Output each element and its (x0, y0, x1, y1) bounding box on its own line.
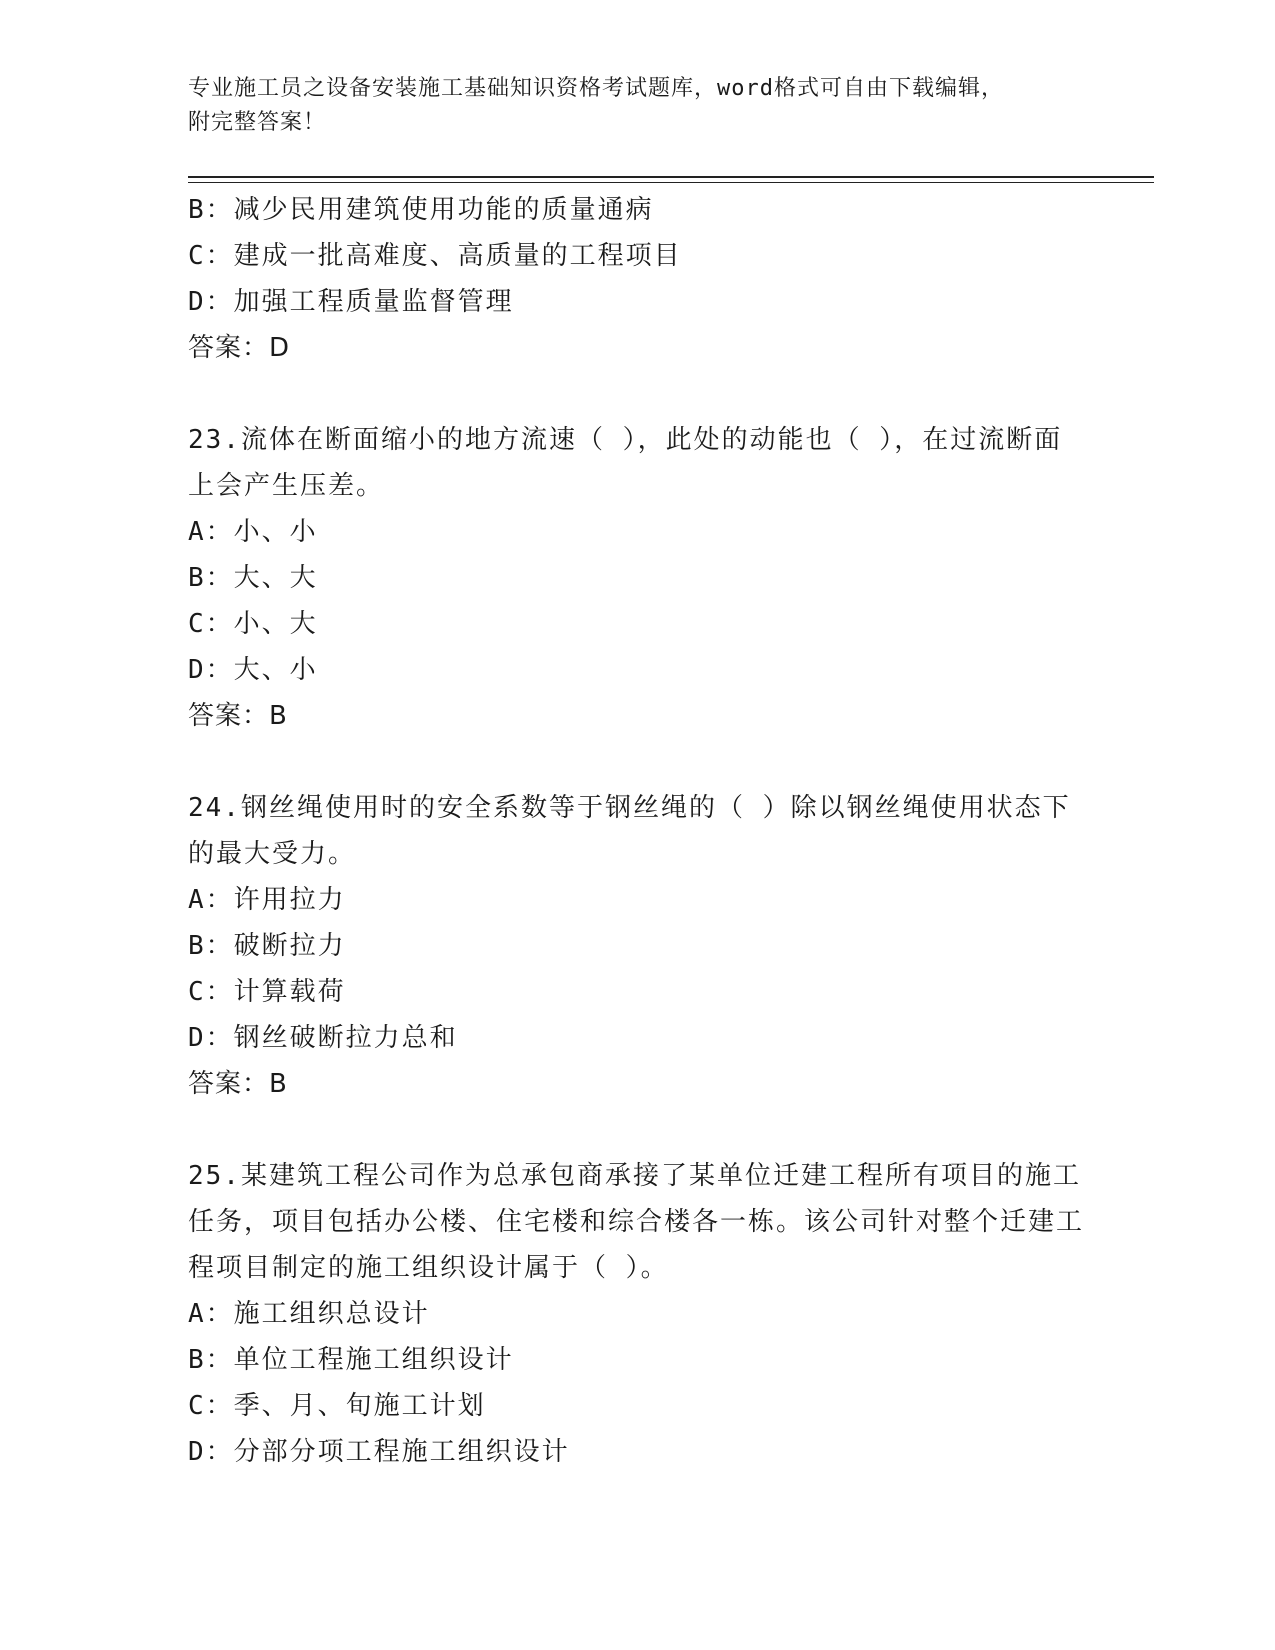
spacer (188, 371, 1088, 417)
question-25 (188, 1153, 1088, 1475)
option-a: A：小、小 (188, 517, 318, 547)
question-stem: 23.流体在断面缩小的地方流速（ ），此处的动能也（ ），在过流断面上会产生压差。 (188, 425, 1063, 501)
header-divider-thick (188, 176, 1154, 178)
document-header (188, 72, 1088, 140)
option-b: B：大、大 (188, 563, 318, 593)
question-24 (188, 785, 1088, 1107)
header-line-1: 专业施工员之设备安装施工基础知识资格考试题库，word格式可自由下载编辑， (188, 76, 1004, 101)
option-d: D：加强工程质量监督管理 (188, 287, 514, 317)
option-c: C：季、月、旬施工计划 (188, 1391, 486, 1421)
answer-line: 答案：B (188, 701, 288, 731)
option-b: B：破断拉力 (188, 931, 346, 961)
header-divider-thin (188, 182, 1154, 183)
option-c: C：建成一批高难度、高质量的工程项目 (188, 241, 682, 271)
option-d: D：分部分项工程施工组织设计 (188, 1437, 570, 1467)
question-22-tail (188, 187, 1088, 371)
option-d: D：钢丝破断拉力总和 (188, 1023, 458, 1053)
answer-line: 答案：B (188, 1069, 288, 1099)
question-stem: 25.某建筑工程公司作为总承包商承接了某单位迁建工程所有项目的施工任务，项目包括办公楼、住宅楼和综合楼各一栋。该公司针对整个迁建工程项目制定的施工组织设计属于（ ）。 (188, 1161, 1085, 1283)
header-line-2: 附完整答案！ (188, 110, 327, 135)
option-d: D：大、小 (188, 655, 318, 685)
option-b: B：单位工程施工组织设计 (188, 1345, 514, 1375)
question-list (188, 187, 1088, 1475)
option-a: A：施工组织总设计 (188, 1299, 430, 1329)
question-stem: 24.钢丝绳使用时的安全系数等于钢丝绳的（ ）除以钢丝绳使用状态下的最大受力。 (188, 793, 1071, 869)
spacer (188, 739, 1088, 785)
question-23 (188, 417, 1088, 739)
spacer (188, 1107, 1088, 1153)
option-c: C：计算载荷 (188, 977, 346, 1007)
answer-line: 答案：D (188, 333, 291, 363)
option-a: A：许用拉力 (188, 885, 346, 915)
option-b: B：减少民用建筑使用功能的质量通病 (188, 195, 654, 225)
option-c: C：小、大 (188, 609, 318, 639)
